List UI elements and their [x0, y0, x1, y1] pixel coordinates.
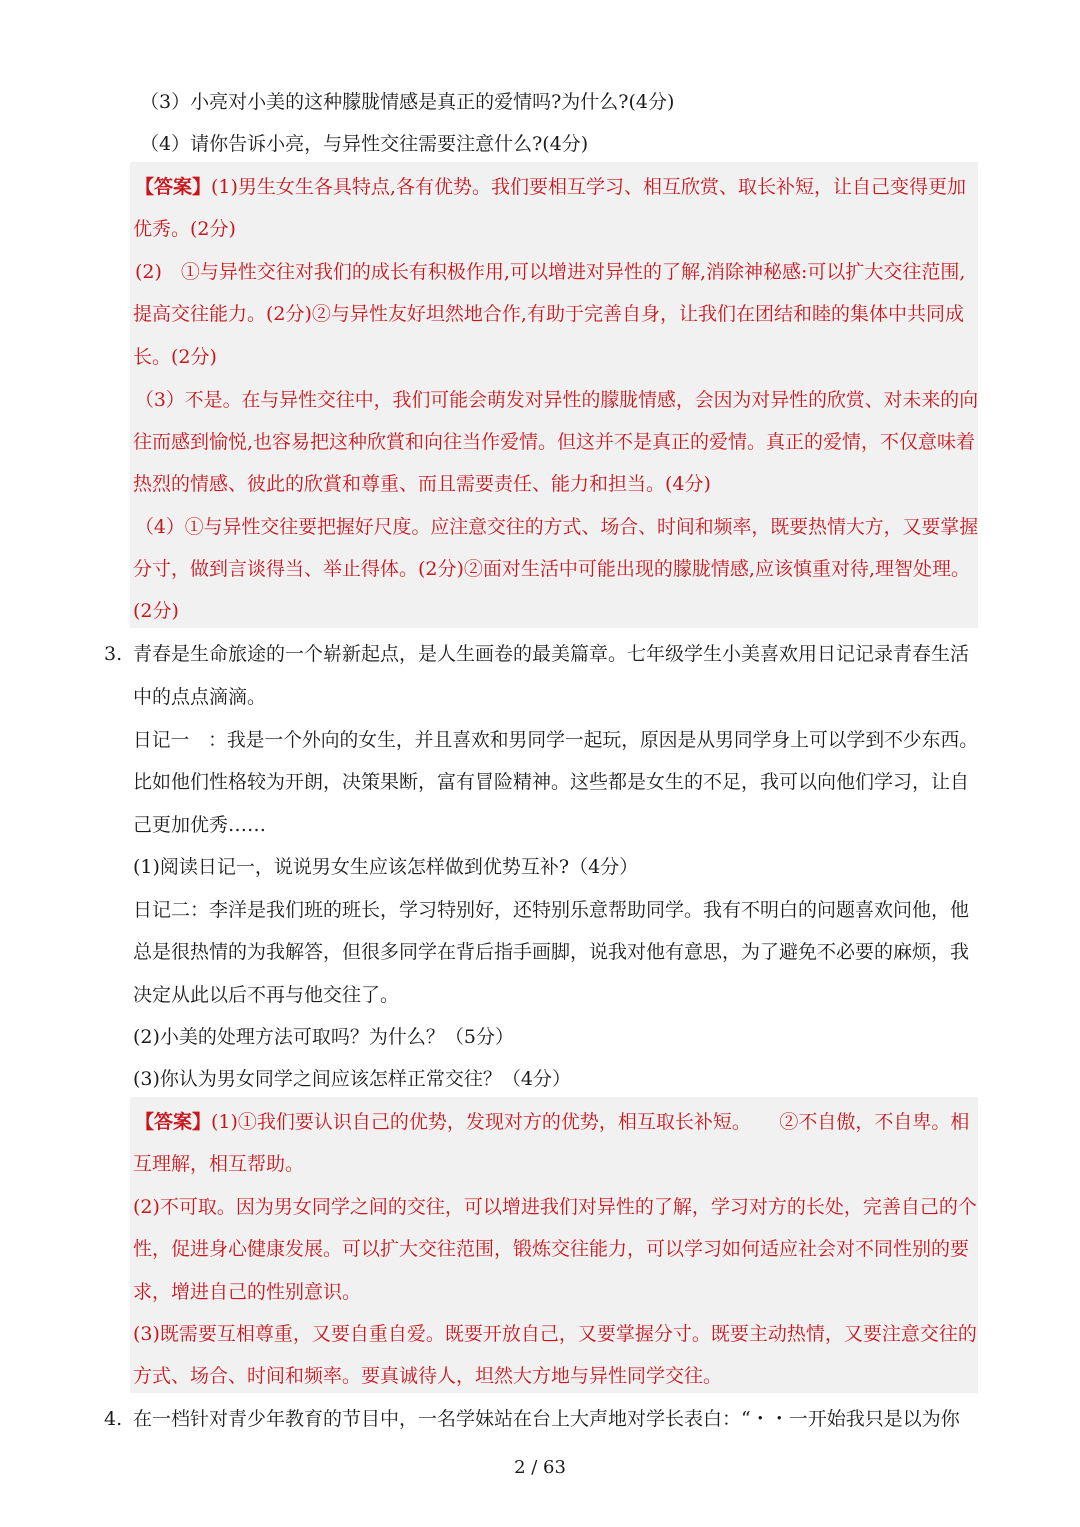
diary-1-line: 比如他们性格较为开朗，决策果断，富有冒险精神。这些都是女生的不足，我可以向他们学习，让自	[133, 771, 970, 793]
answer-2-line: (2分)	[133, 600, 179, 622]
question-3-line: 青春是生命旅途的一个崭新起点，是人生画卷的最美篇章。七年级学生小美喜欢用日记记录青春生活	[133, 643, 970, 665]
question-3-line: 中的点点滴滴。	[133, 686, 267, 708]
answer-3-line: 性，促进身心健康发展。可以扩大交往范围，锻炼交往能力，可以学习如何适应社会对不同性别的要	[133, 1238, 970, 1260]
answer-3-line: (3)既需要互相尊重，又要自重自爱。既要开放自己，又要掌握分寸。既要主动热情，又要注意交往的	[133, 1323, 977, 1345]
question-3-number: 3.	[104, 643, 123, 665]
answer-3-line: 方式、场合、时间和频率。要真诚待人，坦然大方地与异性同学交往。	[133, 1365, 723, 1387]
answer-tag: 【答案】	[135, 1111, 212, 1133]
answer-2-line: 往而感到愉悦,也容易把这种欣賞和向往当作爱情。但这并不是真正的爱情。真正的爱情，不仅意味着	[133, 431, 976, 453]
answer-2-line: 【答案】(1)男生女生各具特点,各有优势。我们要相互学习、相互欣赏、取长补短，让自己变得更加	[135, 176, 966, 198]
question-2-part-4: （4）请你告诉小亮，与异性交往需要注意什么?(4分)	[140, 133, 589, 155]
page-number: 2 / 63	[514, 1457, 566, 1478]
diary-2-line: 总是很热情的为我解答，但很多同学在背后指手画脚，说我对他有意思，为了避免不必要的麻烦，我	[133, 941, 970, 963]
question-4-number: 4.	[104, 1408, 123, 1430]
diary-1-line: 己更加优秀……	[133, 814, 267, 836]
answer-2-line: 分寸，做到言谈得当、举止得体。(2分)②面对生活中可能出现的朦胧情感,应该慎重对待,理智处理。	[133, 558, 970, 580]
answer-2-line: 热烈的情感、彼此的欣賞和尊重、而且需要责任、能力和担当。(4分)	[133, 473, 711, 495]
question-3-part-1: (1)阅读日记一，说说男女生应该怎样做到优势互补?（4分）	[133, 856, 639, 878]
answer-2-line: 提高交往能力。(2分)②与异性友好坦然地合作,有助于完善自身，让我们在团结和睦的集体中共同成	[133, 303, 964, 325]
answer-3-line: 互理解，相互帮助。	[133, 1153, 305, 1175]
question-3-part-3: (3)你认为男女同学之间应该怎样正常交往？（4分）	[133, 1068, 572, 1090]
answer-tag: 【答案】	[135, 176, 212, 198]
answer-2-line: （3）不是。在与异性交往中，我们可能会萌发对异性的朦胧情感，会因为对异性的欣赏、对未来的向	[135, 389, 979, 411]
question-4-line: 在一档针对青少年教育的节目中，一名学妹站在台上大声地对学长表白：“・・一开始我只是以为你	[133, 1408, 960, 1430]
diary-2-line: 日记二：李洋是我们班的班长，学习特别好，还特别乐意帮助同学。我有不明白的问题喜欢问他，他	[133, 899, 970, 921]
answer-2-line: (2) ①与异性交往对我们的成长有积极作用,可以增进对异性的了解,消除神秘感:可以扩大交往范围,	[135, 261, 966, 283]
diary-1-line: 日记一 ：我是一个外向的女生，并且喜欢和男同学一起玩，原因是从男同学身上可以学到不少东西。	[133, 729, 979, 751]
answer-3-line: (2)不可取。因为男女同学之间的交往，可以增进我们对异性的了解，学习对方的长处，完善自己的个	[133, 1196, 977, 1218]
question-3-part-2: (2)小美的处理方法可取吗？为什么？（5分）	[133, 1026, 515, 1048]
answer-3-line: 【答案】(1)①我们要认识自己的优势，发现对方的优势，相互取长补短。 ②不自傲，不自卑。相	[135, 1111, 970, 1133]
answer-2-line: 长。(2分)	[133, 346, 217, 368]
answer-2-line: （4）①与异性交往要把握好尺度。应注意交往的方式、场合、时间和频率，既要热情大方，又要掌握	[135, 516, 979, 538]
answer-3-line: 求，增进自己的性别意识。	[133, 1281, 362, 1303]
question-2-part-3: （3）小亮对小美的这种朦胧情感是真正的爱情吗?为什么?(4分)	[140, 91, 675, 113]
answer-2-line: 优秀。(2分)	[133, 218, 236, 240]
diary-2-line: 决定从此以后不再与他交往了。	[133, 984, 400, 1006]
